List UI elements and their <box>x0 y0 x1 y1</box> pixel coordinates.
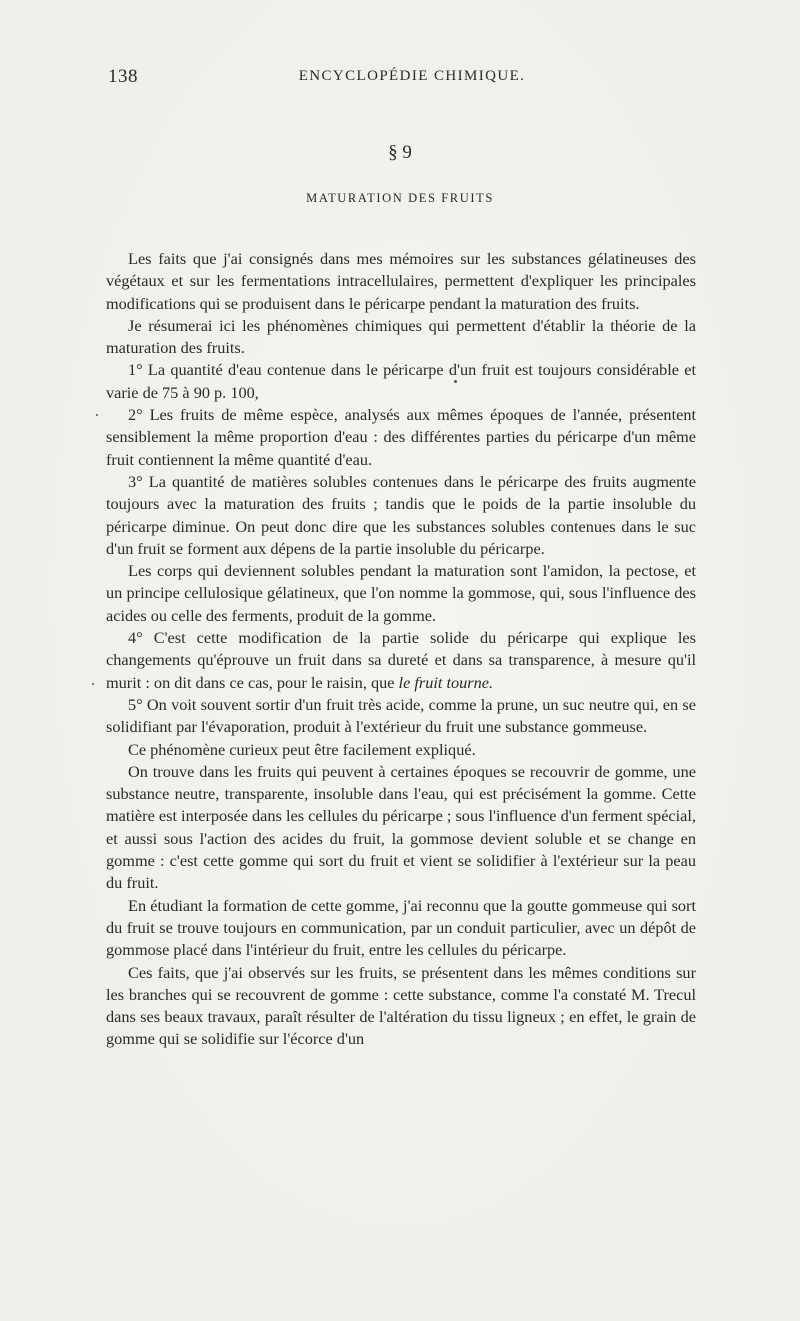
paragraph: Les faits que j'ai consignés dans mes mémoires sur les substances gélatineuses des végétaux et sur les fermentations intracellulaires, permettent d'expliquer les principales modifications qui se produisent dans le péricarpe pendant la maturation des fruits. <box>106 249 696 313</box>
paragraph: 1° La quantité d'eau contenue dans le péricarpe d'un fruit est toujours considérable et varie de 75 à 90 p. 100, <box>106 360 696 402</box>
paragraph: Ce phénomène curieux peut être facilement expliqué. <box>128 739 476 759</box>
running-head <box>108 66 696 90</box>
ink-speck <box>454 380 457 383</box>
section-title: MATURATION DES FRUITS <box>306 191 494 205</box>
paragraph: Ces faits, que j'ai observés sur les fruits, se présentent dans les mêmes conditions sur les branches qui se recouvrent de gomme : cette substance, comme l'a constaté M. Trecul dans ses beaux travaux, paraît résulter de l'altération du tissu ligneux ; en effet, le grain de gomme qui se solidifie sur l'écorce d'un <box>106 962 696 1049</box>
page-number: 138 <box>108 66 138 87</box>
section-number: § 9 <box>388 142 412 163</box>
paragraph: 2° Les fruits de même espèce, analysés aux mêmes époques de l'année, présentent sensiblement la même proportion d'eau : des différentes parties du péricarpe d'un même fruit contiennent la même quantité d'eau. <box>106 405 696 469</box>
italic-phrase: le fruit tourne. <box>398 672 494 692</box>
paragraph: On trouve dans les fruits qui peuvent à certaines époques se recouvrir de gomme, une substance neutre, transparente, insoluble dans l'eau, qui est précisément la gomme. Cette matière est interposée dans les cellules du péricarpe ; sous l'influence d'un ferment spécial, et aussi sous l'action des acides du fruit, la gommose devient soluble et se change en gomme : c'est cette gomme qui sort du fruit et vient se solidifier à l'extérieur sur la peau du fruit. <box>106 761 696 893</box>
body-text <box>106 248 696 1051</box>
paragraph-text: 4° C'est cette modification de la partie solide du péricarpe qui explique les changements qu'éprouve un fruit dans sa dureté et dans sa transparence, à mesure qu'il murit : on dit dans ce cas, pour le raisin, que <box>106 628 696 692</box>
paragraph: En étudiant la formation de cette gomme, j'ai reconnu que la goutte gommeuse qui sort du fruit se trouve toujours en communication, par un conduit particulier, avec un dépôt de gommose placé dans l'intérieur du fruit, entre les cellules du péricarpe. <box>106 895 696 960</box>
paragraph: Je résumerai ici les phénomènes chimiques qui permettent d'établir la théorie de la maturation des fruits. <box>106 315 696 358</box>
paragraph: 5° On voit souvent sortir d'un fruit très acide, comme la prune, un suc neutre qui, en se solidifiant par l'évaporation, produit à l'extérieur du fruit une substance gommeuse. <box>106 694 696 737</box>
ink-speck <box>96 414 98 416</box>
paragraph: 3° La quantité de matières solubles contenues dans le péricarpe des fruits augmente toujours avec la maturation des fruits ; tandis que le poids de la partie insoluble du péricarpe diminue. On peut donc dire que les substances solubles contenues dans le suc d'un fruit se forment aux dépens de la partie insoluble du péricarpe. <box>106 471 696 558</box>
running-title: ENCYCLOPÉDIE CHIMIQUE. <box>298 68 526 84</box>
paragraph <box>106 627 696 694</box>
paragraph: Les corps qui deviennent solubles pendant la maturation sont l'amidon, la pectose, et un principe cellulosique gélatineux, que l'on nomme la gommose, qui, sous l'influence des acides ou celle des ferments, produit de la gomme. <box>106 561 696 625</box>
ink-speck <box>92 683 94 685</box>
